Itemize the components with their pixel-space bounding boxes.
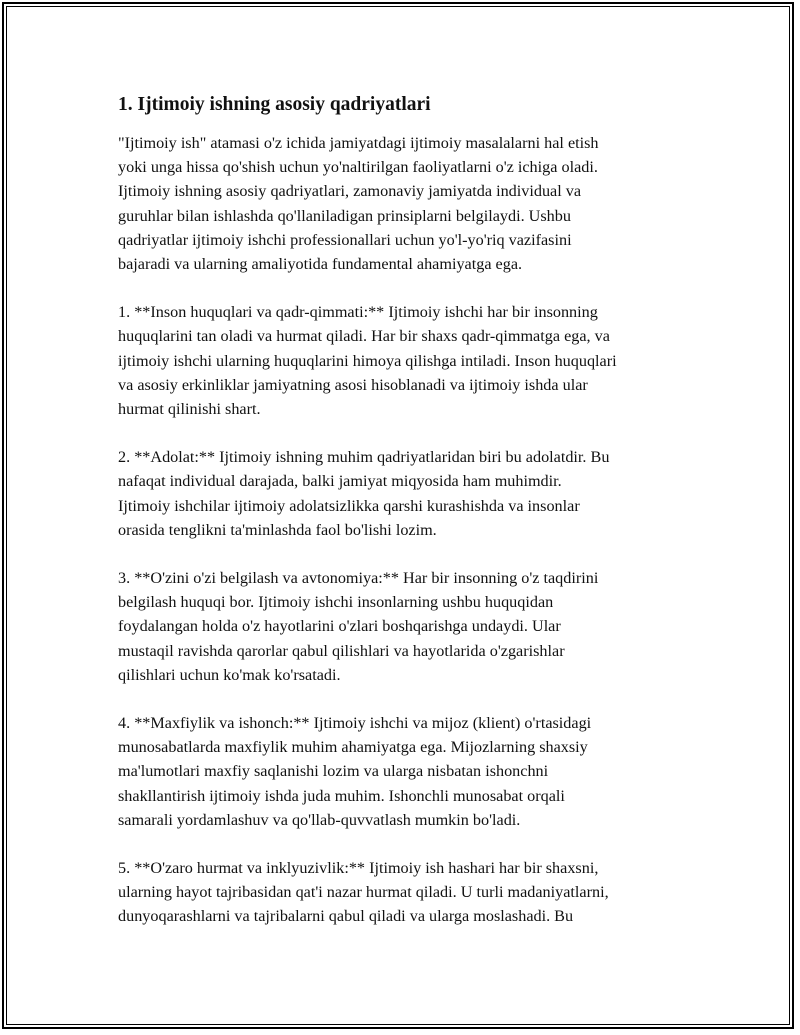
paragraph-autonomy [118, 566, 698, 687]
paragraph-mutual-respect [118, 856, 698, 929]
text-line: huquqlarini tan oladi va hurmat qiladi. Har bir shaxs qadr-qimmatga ega, va [118, 327, 610, 346]
text-line: mustaqil ravishda qarorlar qabul qilishlari va hayotlarida o'zgarishlar [118, 641, 565, 660]
paragraph-justice [118, 445, 698, 542]
text-line: belgilash huquqi bor. Ijtimoiy ishchi insonlarning ushbu huquqidan [118, 593, 554, 612]
text-line: nafaqat individual darajada, balki jamiyat miqyosida ham muhimdir. [118, 472, 562, 491]
paragraph-human-rights [118, 300, 698, 421]
text-line: dunyoqarashlarni va tajribalarni qabul qiladi va ularga moslashadi. Bu [118, 907, 574, 926]
text-line: 2. **Adolat:** Ijtimoiy ishning muhim qadriyatlaridan biri bu adolatdir. Bu [118, 448, 610, 467]
text-line: hurmat qilinishi shart. [118, 400, 261, 419]
text-line: ularning hayot tajribasidan qat'i nazar hurmat qiladi. U turli madaniyatlarni, [118, 883, 609, 902]
text-line: orasida tenglikni ta'minlashda faol bo'lishi lozim. [118, 520, 437, 539]
document-body [118, 91, 698, 953]
text-line: 1. **Inson huquqlari va qadr-qimmati:** Ijtimoiy ishchi har bir insonning [118, 303, 598, 322]
text-line: va asosiy erkinliklar jamiyatning asosi hisoblanadi va ijtimoiy ishda ular [118, 375, 588, 394]
paragraph-confidentiality [118, 711, 698, 832]
text-line: ijtimoiy ishchi ularning huquqlarini himoya qilishga intiladi. Inson huquqlari [118, 351, 617, 370]
text-line: "Ijtimoiy ish" atamasi o'z ichida jamiyatdagi ijtimoiy masalalarni hal etish [118, 134, 599, 152]
text-line: ma'lumotlari maxfiy saqlanishi lozim va ularga nisbatan ishonchni [118, 762, 549, 781]
paragraph-intro [118, 131, 698, 276]
text-line: yoki unga hissa qo'shish uchun yo'naltirilgan faoliyatlarni o'z ichiga oladi. [118, 158, 598, 177]
text-line: qadriyatlar ijtimoiy ishchi professionallari uchun yo'l-yo'riq vazifasini [118, 230, 572, 249]
text-line: 5. **O'zaro hurmat va inklyuzivlik:** Ijtimoiy ish hashari har bir shaxsni, [118, 859, 599, 878]
document-title: 1. Ijtimoiy ishning asosiy qadriyatlari [118, 94, 431, 115]
text-line: bajaradi va ularning amaliyotida fundamental ahamiyatga ega. [118, 255, 523, 274]
text-line: 4. **Maxfiylik va ishonch:** Ijtimoiy ishchi va mijoz (klient) o'rtasidagi [118, 714, 592, 733]
text-line: guruhlar bilan ishlashda qo'llaniladigan prinsiplarni belgilaydi. Ushbu [118, 206, 571, 225]
text-line: 3. **O'zini o'zi belgilash va avtonomiya:** Har bir insonning o'z taqdirini [118, 569, 599, 588]
text-line: Ijtimoiy ishchilar ijtimoiy adolatsizlikka qarshi kurashishda va insonlar [118, 496, 580, 515]
text-line: munosabatlarda maxfiylik muhim ahamiyatga ega. Mijozlarning shaxsiy [118, 738, 588, 757]
text-line: qilishlari uchun ko'mak ko'rsatadi. [118, 665, 341, 684]
text-line: Ijtimoiy ishning asosiy qadriyatlari, zamonaviy jamiyatda individual va [118, 182, 582, 201]
text-line: samarali yordamlashuv va qo'llab-quvvatlash mumkin bo'ladi. [118, 810, 521, 829]
text-line: foydalangan holda o'z hayotlarini o'zlari boshqarishga undaydi. Ular [118, 617, 561, 636]
text-line: shakllantirish ijtimoiy ishda juda muhim. Ishonchli munosabat orqali [118, 786, 565, 805]
